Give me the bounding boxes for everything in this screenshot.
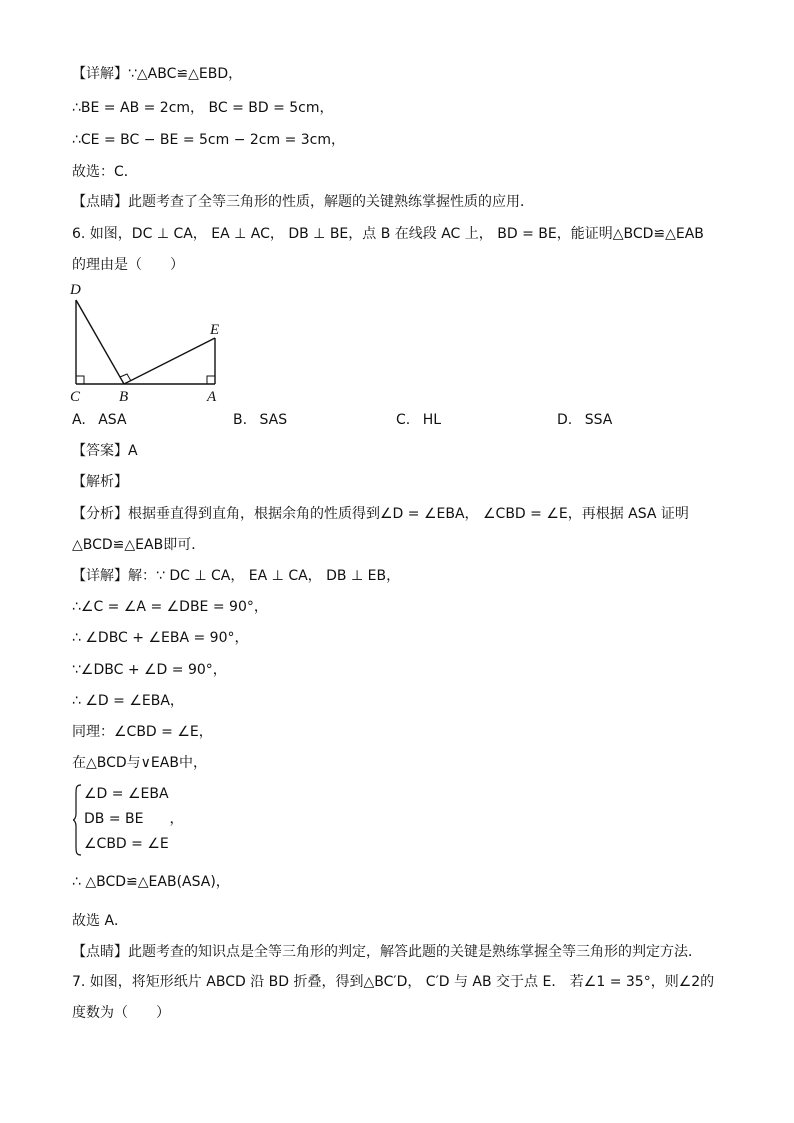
- equation-system: [72, 784, 202, 856]
- choice-line: 故选 A．: [72, 913, 129, 929]
- option-c[interactable]: [396, 410, 441, 430]
- conclusion-line: ∴ △BCD≌△EAB(ASA)，: [72, 874, 230, 890]
- detail-line-4: ∵∠DBC + ∠D = 90°，: [72, 662, 227, 678]
- label-c: C: [70, 389, 81, 405]
- label-d: D: [70, 282, 81, 298]
- answer-tag: 【答案】A: [72, 443, 138, 459]
- comment-line-6: 【点睛】此题考查的知识点是全等三角形的判定，解答此题的关键是熟练掌握全等三角形的判定方法．: [72, 944, 702, 960]
- system-row-3: ∠CBD = ∠E: [84, 836, 169, 852]
- comment-line: 【点睛】此题考查了全等三角形的性质，解题的关键熟练掌握性质的应用．: [72, 194, 534, 210]
- question-6-line-1: 6. 如图，DC ⊥ CA， EA ⊥ AC， DB ⊥ BE，点 B 在线段 AC 上， BD = BE，能证明△BCD≌△EAB: [72, 226, 704, 242]
- solution-line-1: 【详解】∵△ABC≌△EBD，: [72, 66, 243, 82]
- option-letter: C.: [396, 412, 411, 428]
- question-6-line-2: 的理由是（ ）: [72, 257, 184, 273]
- label-a: A: [207, 389, 217, 405]
- option-text: HL: [422, 412, 442, 428]
- question-7-line-2: 度数为（ ）: [72, 1005, 170, 1021]
- option-letter: A.: [72, 412, 86, 428]
- question-7-line-1: 7. 如图，将矩形纸片 ABCD 沿 BD 折叠，得到△BC′D， C′D 与 AB 交于点 E． 若∠1 = 35°，则∠2的: [72, 974, 715, 990]
- system-row-1: ∠D = ∠EBA: [84, 786, 169, 802]
- detail-line-2: ∴∠C = ∠A = ∠DBE = 90°，: [72, 599, 268, 615]
- detail-line-3: ∴ ∠DBC + ∠EBA = 90°，: [72, 630, 249, 646]
- answer-choice-line: 故选：C．: [72, 164, 138, 180]
- detail-line-5: ∴ ∠D = ∠EBA，: [72, 693, 184, 709]
- right-angle-mark-c: [76, 376, 84, 384]
- detail-line-6: 同理：∠CBD = ∠E，: [72, 724, 213, 740]
- segment-be: [124, 338, 215, 384]
- option-letter: D.: [557, 412, 573, 428]
- system-row-2-comma: ，: [169, 811, 184, 827]
- option-d[interactable]: [557, 410, 612, 430]
- geometry-figure: [66, 280, 236, 405]
- system-row-2-text: DB = BE: [84, 811, 144, 827]
- solution-line-3: ∴CE = BC − BE = 5cm − 2cm = 3cm，: [72, 132, 345, 148]
- left-brace: [72, 784, 82, 856]
- option-a[interactable]: [72, 410, 127, 430]
- segment-db: [76, 300, 124, 384]
- option-text: SSA: [584, 412, 613, 428]
- detail-line-1: 【详解】解：∵ DC ⊥ CA， EA ⊥ CA， DB ⊥ EB，: [72, 568, 401, 584]
- label-e: E: [210, 322, 220, 338]
- label-b: B: [119, 389, 129, 405]
- analysis-line-2: △BCD≌△EAB即可．: [72, 537, 206, 553]
- option-b[interactable]: [233, 410, 287, 430]
- option-text: ASA: [98, 412, 127, 428]
- detail-line-7: 在△BCD与∨EAB中，: [72, 755, 207, 771]
- system-row-2: [84, 809, 183, 829]
- option-letter: B.: [233, 412, 248, 428]
- analysis-tag: 【解析】: [72, 474, 128, 490]
- right-angle-mark-a: [207, 376, 215, 384]
- option-text: SAS: [259, 412, 288, 428]
- analysis-line-1: 【分析】根据垂直得到直角，根据余角的性质得到∠D = ∠EBA， ∠CBD = ∠E，再根据 ASA 证明: [72, 506, 689, 522]
- solution-line-2: ∴BE = AB = 2cm， BC = BD = 5cm，: [72, 100, 334, 116]
